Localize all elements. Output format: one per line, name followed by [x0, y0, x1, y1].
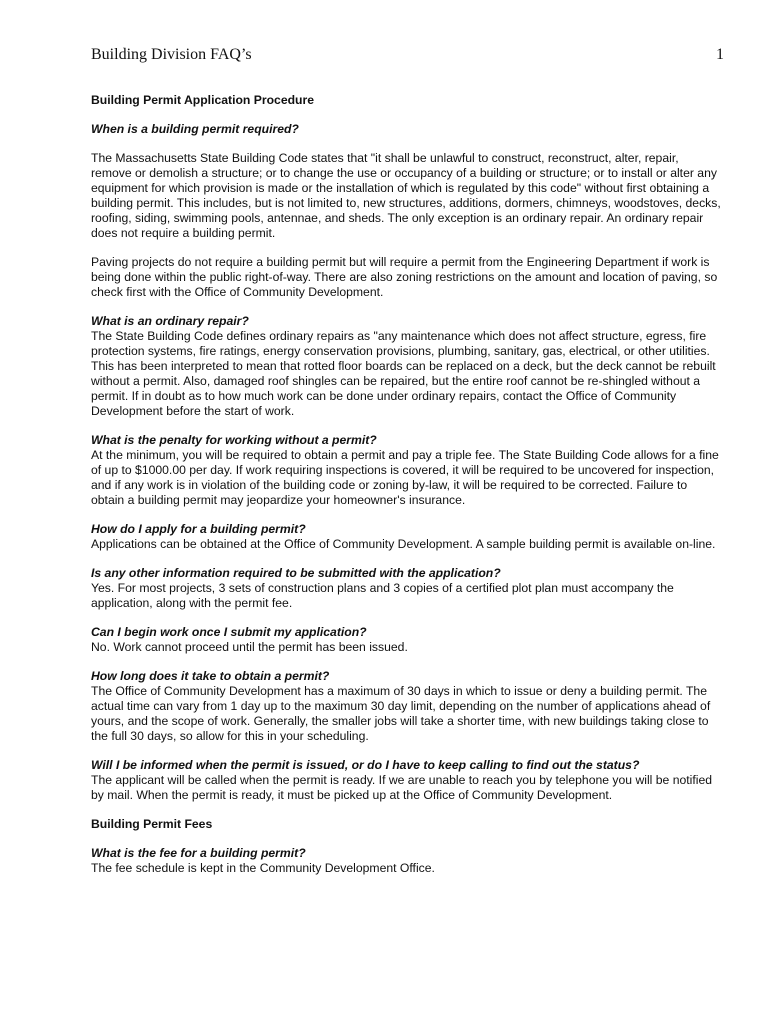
faq-answer-permit-required: The Massachusetts State Building Code states that "it shall be unlawful to construct, reconstruct, alter, repair, remove or demolish a structure; or to change the use or occupancy of a building or structure; or to install or alter any equipment for which provision is made or the installation of which is regulated by this code" without first obtaining a building permit. This includes, but is not limited to, new structures, additions, dormers, chimneys, woodstoves, decks, roofing, siding, swimming pools, antennae, and sheds. The only exception is an ordinary repair. An ordinary repair does not require a building permit.	[91, 151, 721, 240]
faq-question-begin-work: Can I begin work once I submit my application?	[91, 625, 367, 639]
faq-answer-begin-work: No. Work cannot proceed until the permit has been issued.	[91, 640, 408, 654]
faq-question-fee: What is the fee for a building permit?	[91, 846, 306, 860]
faq-answer-how-long: The Office of Community Development has a maximum of 30 days in which to issue or deny a building permit. The actual time can vary from 1 day up to the maximum 30 day limit, depending on the number of applications ahead of yours, and the scope of work. Generally, the smaller jobs will take a shorter time, with new buildings taking close to the full 30 days, so allow for this in your scheduling.	[91, 684, 711, 743]
faq-question-informed: Will I be informed when the permit is issued, or do I have to keep calling to find out the status?	[91, 758, 640, 772]
faq-answer-ordinary-repair: The State Building Code defines ordinary repairs as "any maintenance which does not affect structure, egress, fire protection systems, fire ratings, energy conservation provisions, plumbing, sanitary, gas, electrical, or other utilities. This has been interpreted to mean that rotted floor boards can be replaced on a deck, but the deck cannot be rebuilt without a permit. Also, damaged roof shingles can be repaired, but the entire roof cannot be re-shingled without a permit. If in doubt as to how much work can be done under ordinary repairs, contact the Office of Community Development before the start of work.	[91, 329, 716, 418]
faq-question-ordinary-repair: What is an ordinary repair?	[91, 314, 249, 328]
faq-question-permit-required: When is a building permit required?	[91, 122, 299, 136]
page-number: 1	[716, 46, 724, 63]
faq-answer-paving: Paving projects do not require a building permit but will require a permit from the Engineering Department if work is being done within the public right-of-way. There are also zoning restrictions on the amount and location of paving, so check first with the Office of Community Development.	[91, 255, 718, 299]
faq-question-apply: How do I apply for a building permit?	[91, 522, 306, 536]
faq-answer-informed: The applicant will be called when the permit is ready. If we are unable to reach you by telephone you will be notified by mail. When the permit is ready, it must be picked up at the Office of Community Development.	[91, 773, 713, 802]
section-title-procedure: Building Permit Application Procedure	[91, 93, 315, 107]
section-title-fees: Building Permit Fees	[91, 817, 213, 831]
page-header	[91, 46, 724, 70]
document-body	[91, 93, 721, 876]
faq-answer-penalty: At the minimum, you will be required to obtain a permit and pay a triple fee. The State Building Code allows for a fine of up to $1000.00 per day. If work requiring inspections is covered, it will be required to be uncovered for inspection, and if any work is in violation of the building code or zoning by-law, it will be required to be corrected. Failure to obtain a building permit may jeopardize your homeowner's insurance.	[91, 448, 719, 507]
faq-question-penalty: What is the penalty for working without a permit?	[91, 433, 377, 447]
faq-answer-fee: The fee schedule is kept in the Community Development Office.	[91, 861, 435, 875]
document-title: Building Division FAQ’s	[91, 46, 252, 63]
faq-question-other-info: Is any other information required to be submitted with the application?	[91, 566, 501, 580]
faq-answer-apply: Applications can be obtained at the Office of Community Development. A sample building permit is available on-line.	[91, 537, 716, 551]
faq-answer-other-info: Yes. For most projects, 3 sets of construction plans and 3 copies of a certified plot plan must accompany the application, along with the permit fee.	[91, 581, 674, 610]
faq-question-how-long: How long does it take to obtain a permit?	[91, 669, 330, 683]
